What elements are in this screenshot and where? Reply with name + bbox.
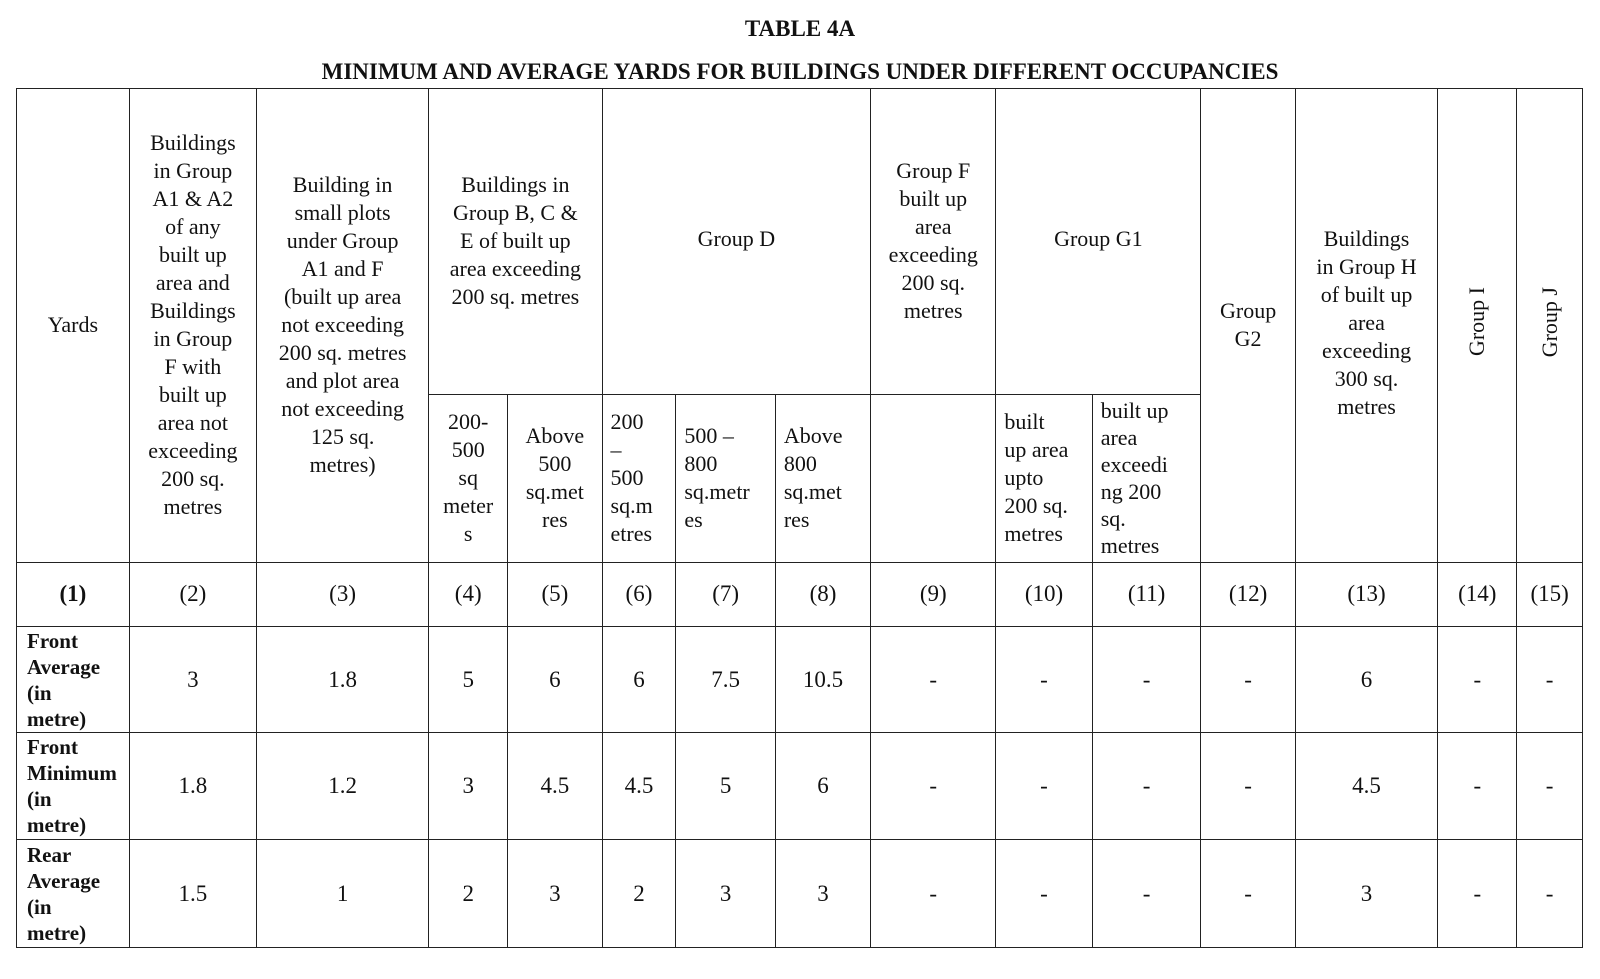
column-number: (13)	[1295, 562, 1438, 626]
table-cell: -	[996, 626, 1092, 733]
table-cell: 2	[429, 840, 508, 948]
subheader-col5: Above 500 sq.met res	[508, 394, 602, 562]
table-cell: -	[1092, 840, 1201, 948]
group-j-label: Group J	[1536, 286, 1562, 357]
table-cell: -	[1092, 733, 1201, 840]
table-cell: 1.8	[129, 733, 256, 840]
column-number: (7)	[676, 562, 775, 626]
column-number: (3)	[256, 562, 428, 626]
subheader-col10: built up area upto 200 sq. metres	[996, 394, 1092, 562]
table-cell: 6	[602, 626, 676, 733]
column-number: (1)	[17, 562, 130, 626]
table-cell: -	[1092, 626, 1201, 733]
column-number: (8)	[775, 562, 870, 626]
column-number: (2)	[129, 562, 256, 626]
table-cell: 6	[775, 733, 870, 840]
table-cell: 4.5	[508, 733, 602, 840]
table-cell: 3	[508, 840, 602, 948]
table-cell: -	[1201, 840, 1295, 948]
header-group-d: Group D	[602, 89, 871, 395]
subheader-col4: 200- 500 sq meter s	[429, 394, 508, 562]
yards-table	[16, 88, 1583, 948]
table-cell: 3	[429, 733, 508, 840]
table-cell: -	[871, 733, 996, 840]
table-cell: 7.5	[676, 626, 775, 733]
group-i-label: Group I	[1464, 287, 1490, 357]
table-cell: -	[871, 840, 996, 948]
table-cell: 1	[256, 840, 428, 948]
table-cell: -	[871, 626, 996, 733]
table-cell: 10.5	[775, 626, 870, 733]
table-cell: -	[996, 840, 1092, 948]
table-row	[17, 733, 1583, 840]
table-cell: 3	[775, 840, 870, 948]
table-cell: -	[1517, 733, 1583, 840]
header-group-h: Buildings in Group H of built up area exceeding 300 sq. metres	[1295, 89, 1438, 563]
column-number: (15)	[1517, 562, 1583, 626]
row-label: Rear Average (in metre)	[17, 840, 130, 948]
table-cell: 2	[602, 840, 676, 948]
table-cell: 6	[1295, 626, 1438, 733]
header-group-j	[1517, 89, 1583, 563]
column-number: (5)	[508, 562, 602, 626]
header-group-f: Group F built up area exceeding 200 sq. metres	[871, 89, 996, 395]
subheader-col11: built up area exceedi ng 200 sq. metres	[1092, 394, 1201, 562]
column-number: (12)	[1201, 562, 1295, 626]
header-group-g1: Group G1	[996, 89, 1201, 395]
column-number: (14)	[1438, 562, 1517, 626]
column-number: (6)	[602, 562, 676, 626]
table-cell: -	[1438, 626, 1517, 733]
header-group-bce: Buildings in Group B, C & E of built up area exceeding 200 sq. metres	[429, 89, 602, 395]
table-cell: -	[1201, 733, 1295, 840]
table-row	[17, 626, 1583, 733]
header-group-i	[1438, 89, 1517, 563]
table-cell: 1.2	[256, 733, 428, 840]
subheader-col8: Above 800 sq.met res	[775, 394, 870, 562]
column-number: (11)	[1092, 562, 1201, 626]
row-label: Front Average (in metre)	[17, 626, 130, 733]
subheader-col7: 500 – 800 sq.metr es	[676, 394, 775, 562]
column-number: (4)	[429, 562, 508, 626]
row-label: Front Minimum (in metre)	[17, 733, 130, 840]
column-number: (9)	[871, 562, 996, 626]
table-cell: -	[996, 733, 1092, 840]
table-cell: 4.5	[602, 733, 676, 840]
table-cell: -	[1201, 626, 1295, 733]
table-cell: -	[1438, 840, 1517, 948]
table-cell: -	[1517, 626, 1583, 733]
header-group-g2: Group G2	[1201, 89, 1295, 563]
table-cell: -	[1517, 840, 1583, 948]
subheader-col9	[871, 394, 996, 562]
table-cell: -	[1438, 733, 1517, 840]
table-cell: 3	[129, 626, 256, 733]
table-cell: 4.5	[1295, 733, 1438, 840]
table-cell: 1.8	[256, 626, 428, 733]
header-yards: Yards	[17, 89, 130, 563]
table-title: MINIMUM AND AVERAGE YARDS FOR BUILDINGS UNDER DIFFERENT OCCUPANCIES	[321, 59, 1279, 84]
table-cell: 6	[508, 626, 602, 733]
table-cell: 3	[676, 840, 775, 948]
subheader-col6: 200 – 500 sq.m etres	[602, 394, 676, 562]
column-number: (10)	[996, 562, 1092, 626]
table-row	[17, 840, 1583, 948]
header-col2: Buildings in Group A1 & A2 of any built up area and Buildings in Group F with built up area not exceeding 200 sq. metres	[129, 89, 256, 563]
table-cell: 5	[429, 626, 508, 733]
table-cell: 1.5	[129, 840, 256, 948]
table-cell: 3	[1295, 840, 1438, 948]
header-col3: Building in small plots under Group A1 and F (built up area not exceeding 200 sq. metres and plot area not exceeding 125 sq. metres)	[256, 89, 428, 563]
table-label: TABLE 4A	[744, 16, 856, 41]
table-cell: 5	[676, 733, 775, 840]
